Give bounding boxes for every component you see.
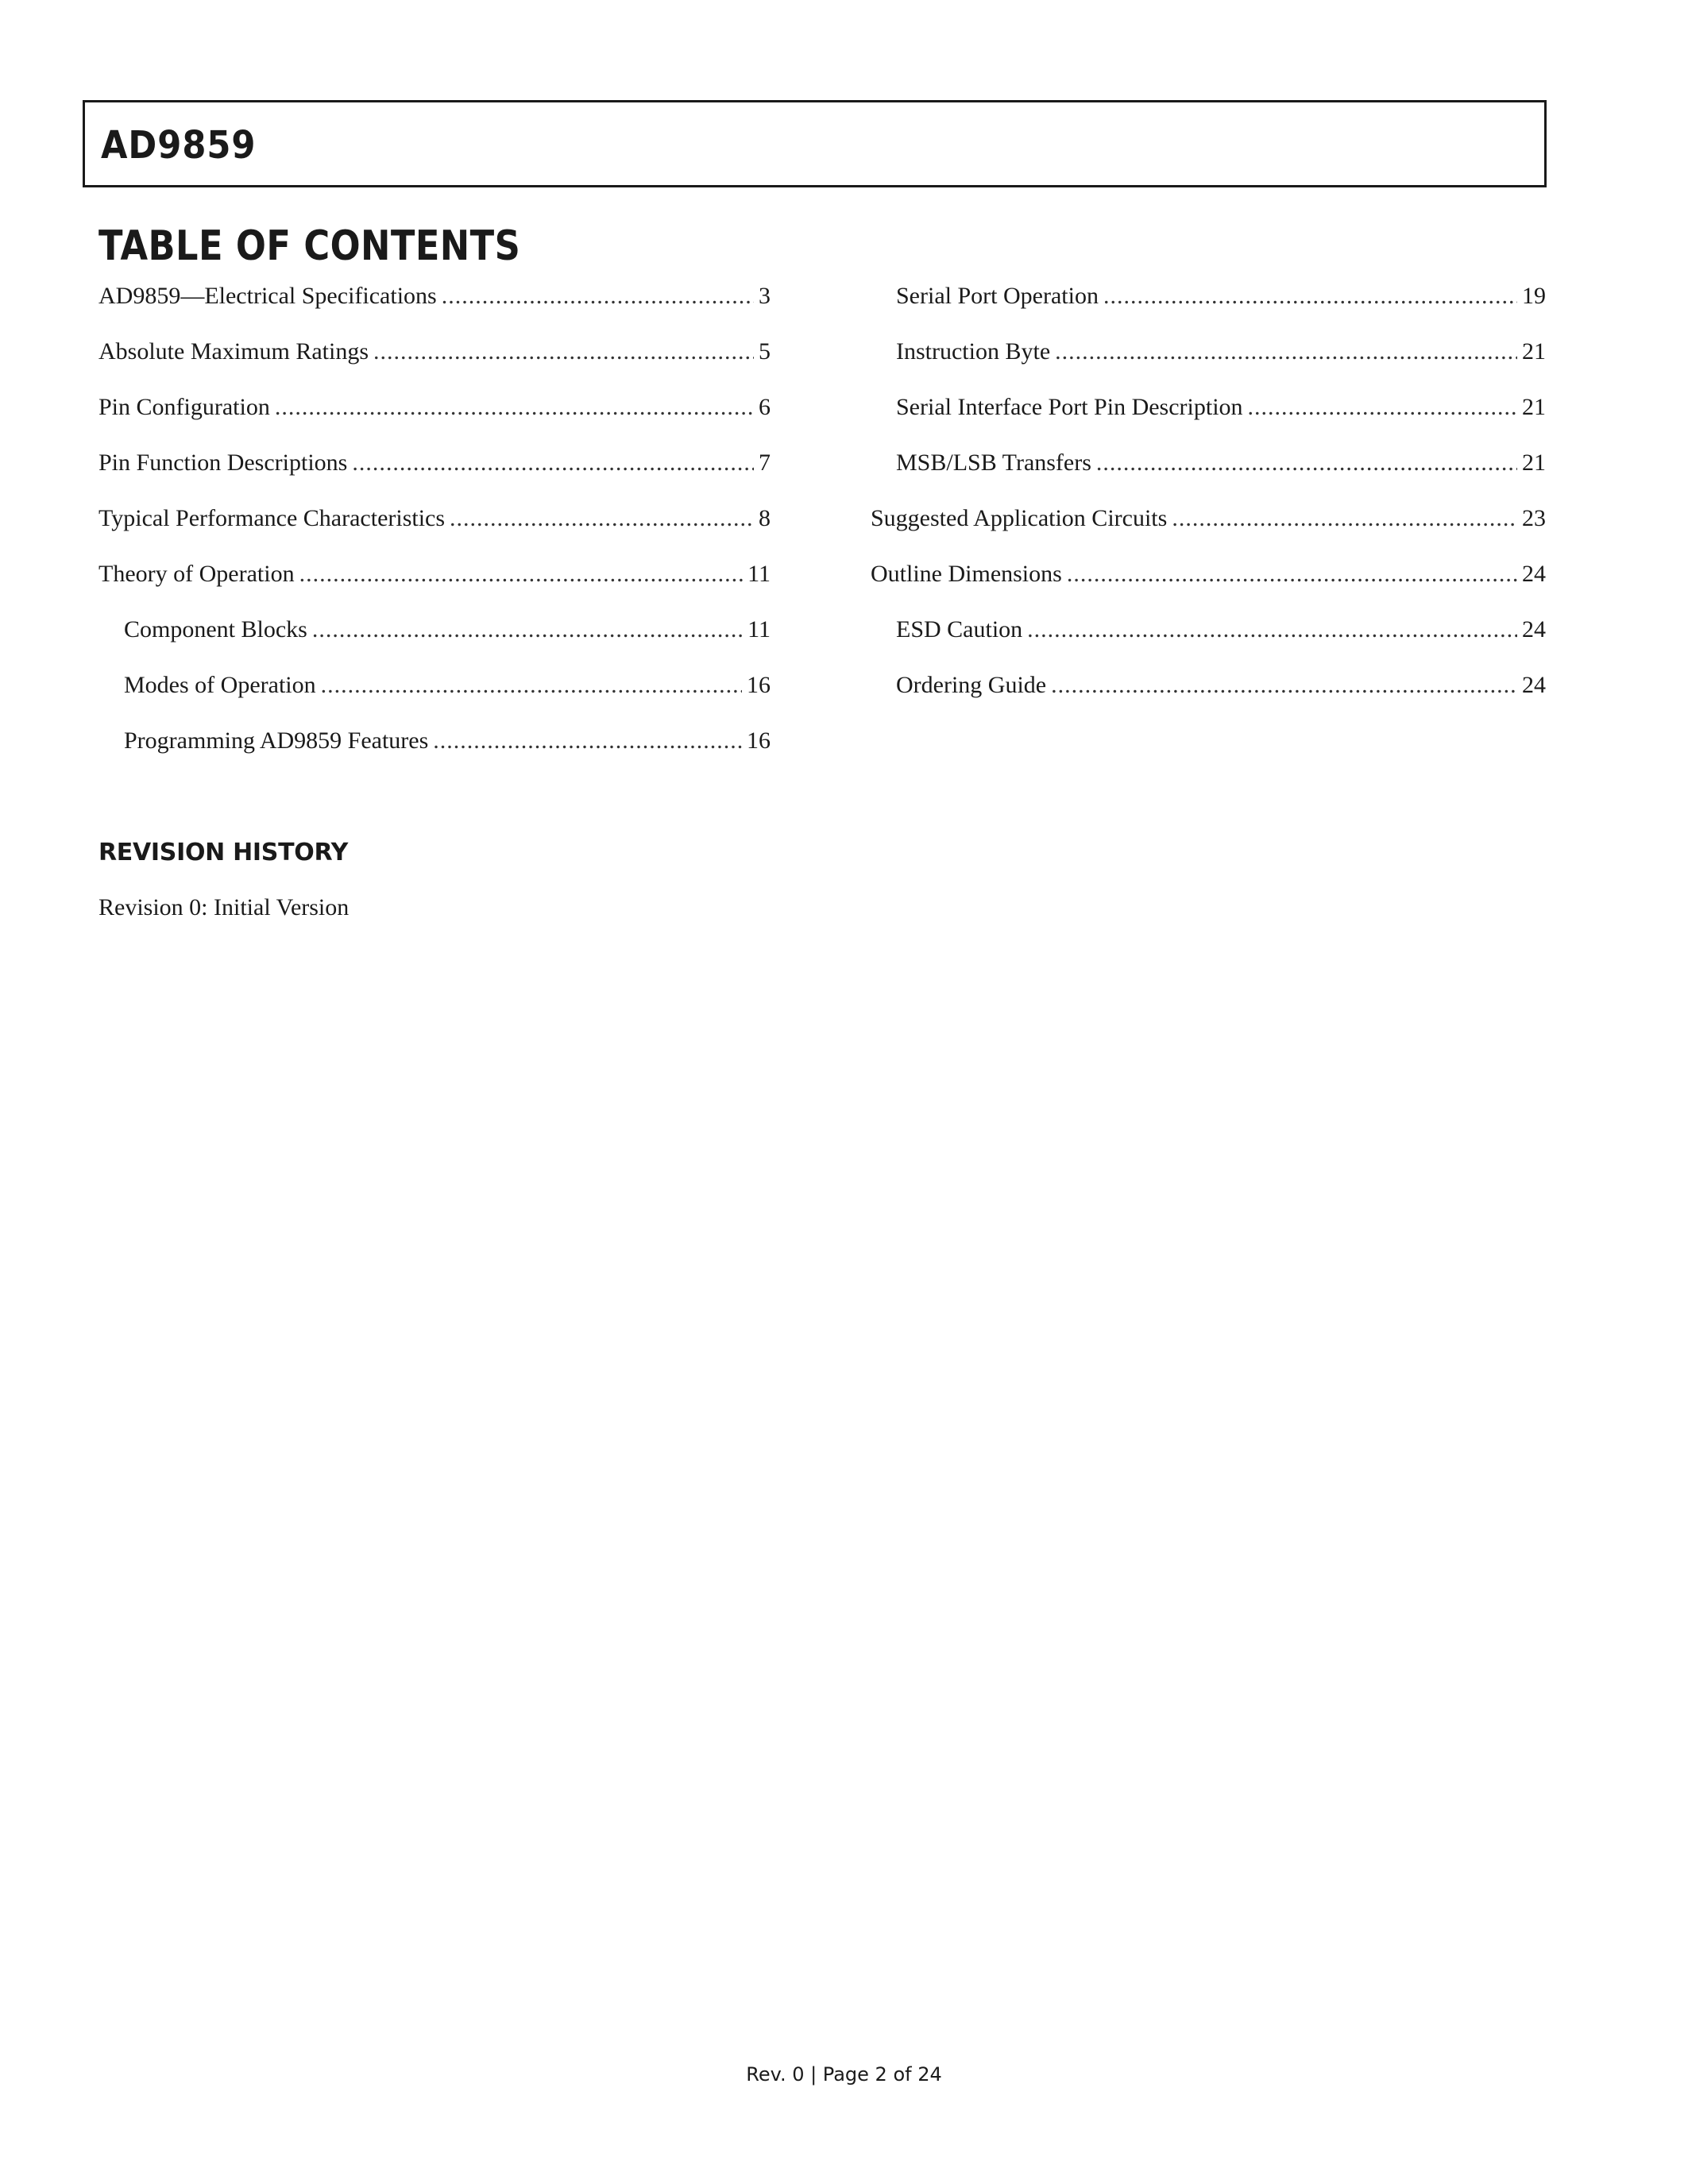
toc-subentry[interactable]: [871, 450, 1546, 505]
toc-entry-page: 5: [759, 338, 771, 365]
toc-entry-label: Absolute Maximum Ratings: [98, 338, 369, 365]
toc-leader-dots: [1027, 616, 1517, 643]
toc-entry-label: Ordering Guide: [896, 672, 1047, 698]
toc-leader-dots: [442, 283, 754, 310]
part-number: AD9859: [101, 123, 257, 168]
toc-entry-page: 24: [1522, 672, 1546, 698]
toc-subentry[interactable]: [871, 283, 1546, 338]
toc-leader-dots: [321, 672, 742, 699]
toc-entry[interactable]: [98, 338, 771, 394]
toc-entry-page: 16: [747, 672, 771, 698]
toc-entry[interactable]: [98, 394, 771, 450]
toc-entry[interactable]: [871, 505, 1546, 561]
toc-entry-label: Pin Configuration: [98, 394, 270, 420]
toc-entry-label: Instruction Byte: [896, 338, 1051, 365]
header-box: [83, 100, 1547, 187]
toc-entry-label: Theory of Operation: [98, 561, 295, 587]
revision-history-heading: REVISION HISTORY: [98, 839, 349, 866]
toc-leader-dots: [450, 505, 754, 532]
toc-entry-page: 6: [759, 394, 771, 420]
toc-subentry[interactable]: [98, 616, 771, 672]
toc-leader-dots: [1103, 283, 1517, 310]
toc-entry[interactable]: [871, 561, 1546, 616]
toc-leader-dots: [275, 394, 754, 421]
toc-entry-page: 16: [747, 727, 771, 754]
toc-entry-label: Modes of Operation: [124, 672, 316, 698]
toc-entry-page: 11: [747, 561, 771, 587]
toc-title: TABLE OF CONTENTS: [98, 222, 521, 270]
toc-subentry[interactable]: [871, 394, 1546, 450]
toc-entry[interactable]: [98, 561, 771, 616]
toc-entry-label: Pin Function Descriptions: [98, 450, 348, 476]
toc-entry-page: 24: [1522, 561, 1546, 587]
toc-leader-dots: [299, 561, 744, 588]
toc-entry[interactable]: [98, 450, 771, 505]
toc-entry-page: 7: [759, 450, 771, 476]
toc-entry-page: 21: [1522, 338, 1546, 365]
toc-entry-page: 21: [1522, 394, 1546, 420]
toc-leader-dots: [1172, 505, 1517, 532]
toc-entry-label: Serial Interface Port Pin Description: [896, 394, 1243, 420]
toc-subentry[interactable]: [98, 672, 771, 727]
toc-entry-label: Component Blocks: [124, 616, 307, 642]
toc-entry-page: 3: [759, 283, 771, 309]
toc-entry[interactable]: [98, 505, 771, 561]
toc-entry-label: Outline Dimensions: [871, 561, 1062, 587]
toc-leader-dots: [312, 616, 743, 643]
toc-entry-label: Suggested Application Circuits: [871, 505, 1168, 531]
toc-entry-label: Typical Performance Characteristics: [98, 505, 446, 531]
toc-subentry[interactable]: [871, 616, 1546, 672]
toc-subentry[interactable]: [98, 727, 771, 783]
toc-leader-dots: [1248, 394, 1517, 421]
toc-entry-label: ESD Caution: [896, 616, 1023, 642]
toc-entry[interactable]: [98, 283, 771, 338]
toc-entry-page: 11: [747, 616, 771, 642]
page-footer: Rev. 0 | Page 2 of 24: [746, 2063, 942, 2086]
toc-entry-page: 8: [759, 505, 771, 531]
toc-entry-label: MSB/LSB Transfers: [896, 450, 1091, 476]
toc-leader-dots: [433, 727, 742, 754]
toc-entry-page: 23: [1522, 505, 1546, 531]
toc-left-column: [98, 283, 771, 783]
toc-right-column: [871, 283, 1546, 727]
toc-entry-page: 21: [1522, 450, 1546, 476]
toc-leader-dots: [373, 338, 754, 365]
toc-leader-dots: [1096, 450, 1517, 477]
toc-entry-page: 24: [1522, 616, 1546, 642]
toc-leader-dots: [352, 450, 754, 477]
toc-subentry[interactable]: [871, 338, 1546, 394]
toc-entry-page: 19: [1522, 283, 1546, 309]
toc-entry-label: Programming AD9859 Features: [124, 727, 429, 754]
toc-leader-dots: [1051, 672, 1517, 699]
toc-entry-label: AD9859—Electrical Specifications: [98, 283, 437, 309]
toc-leader-dots: [1067, 561, 1517, 588]
toc-entry-label: Serial Port Operation: [896, 283, 1099, 309]
revision-history-entry: Revision 0: Initial Version: [98, 894, 350, 920]
toc-subentry[interactable]: [871, 672, 1546, 727]
toc-leader-dots: [1055, 338, 1517, 365]
